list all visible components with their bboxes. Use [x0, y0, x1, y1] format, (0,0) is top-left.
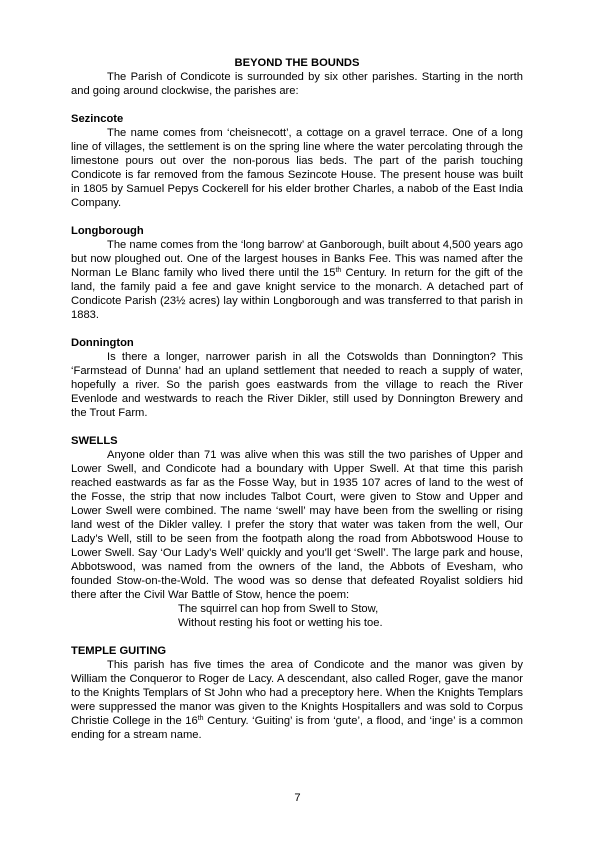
poem	[71, 602, 523, 630]
section-heading-sezincote: Sezincote	[71, 113, 124, 125]
section-text-longborough-part-b: Century. In return for the gift of the land, the family paid a fee and gave knight service to the monarch. A detached part of Condicote Parish (23½ acres) lay within Longborough and was transferred to that parish in 1883.	[71, 267, 523, 321]
superscript-ordinal: th	[335, 267, 342, 274]
page-number: 7	[294, 792, 301, 804]
superscript-ordinal: th	[197, 715, 204, 722]
section-text-sezincote: The name comes from ‘cheisnecott’, a cottage on a gravel terrace. One of a long line of villages, the settlement is on the spring line where the water percolating through the limestone pours out over the non-porous lias beds. The part of the parish touching Condicote is far removed from the famous Sezincote House. The present house was built in 1805 by Samuel Pepys Cockerell for his elder brother Charles, a nabob of the East India Company.	[71, 127, 523, 209]
section-text-temple-guiting-part-b: Century. ‘Guiting’ is from ‘gute’, a flood, and ‘inge’ is a common ending for a stream name.	[71, 715, 523, 741]
section-text-donnington: Is there a longer, narrower parish in all the Cotswolds than Donnington? This ‘Farmstead of Dunna’ had an upland settlement that needed to reach a supply of water, hopefully a river. So the parish goes eastwards from the village to reach the River Evenlode and westwards to reach the River Dikler, still used by Donnington Brewery and the Trout Farm.	[71, 351, 523, 419]
section-text-longborough	[71, 238, 523, 322]
section-heading-swells: SWELLS	[71, 435, 118, 447]
page-title: BEYOND THE BOUNDS	[234, 57, 360, 69]
section-heading-temple-guiting: TEMPLE GUITING	[71, 645, 167, 657]
poem-line: Without resting his foot or wetting his toe.	[178, 617, 383, 629]
section-heading-donnington: Donnington	[71, 337, 134, 349]
poem-line: The squirrel can hop from Swell to Stow,	[178, 603, 379, 615]
section-text-temple-guiting-part-a: This parish has five times the area of Condicote and the manor was given by William the Conqueror to Roger de Lacy. A descendant, also called Roger, gave the manor to the Knights Templars of St John who had a preceptory here. When the Knights Templars were suppressed the manor was given to the Knights Hospitallers and was sold to Corpus Christie College in the 16	[71, 659, 523, 727]
section-heading-longborough: Longborough	[71, 225, 144, 237]
document-body	[71, 56, 523, 742]
section-text-swells: Anyone older than 71 was alive when this was still the two parishes of Upper and Lower Swell, and Condicote had a boundary with Upper Swell. At that time this parish reached eastwards as far as the Fosse Way, but in 1935 107 acres of land to the west of the Fosse, the strip that now includes Talbot Court, were given to Stow and Upper and Lower Swell were combined. The name ‘swell’ may have been from the swelling or rising land west of the Dikler valley. I prefer the story that water was taken from the well, Our Lady’s Well, still to be seen from the footpath along the road from Abbotswood House to Lower Swell. Say ‘Our Lady’s Well’ quickly and you’ll get ‘Swell’. The large park and house, Abbotswood, was named from the owners of the land, the Abbots of Evesham, who founded Stow-on-the-Wold. The wood was so dense that defeated Royalist soldiers hid there after the Civil War Battle of Stow, hence the poem:	[71, 449, 523, 601]
intro-paragraph: The Parish of Condicote is surrounded by six other parishes. Starting in the north and going around clockwise, the parishes are:	[71, 71, 523, 97]
section-text-temple-guiting	[71, 658, 523, 742]
section-text-longborough-part-a: The name comes from the ‘long barrow’ at Ganborough, built about 4,500 years ago but now ploughed out. One of the largest houses in Banks Fee. This was named after the Norman Le Blanc family who lived there until the 15	[71, 239, 523, 279]
